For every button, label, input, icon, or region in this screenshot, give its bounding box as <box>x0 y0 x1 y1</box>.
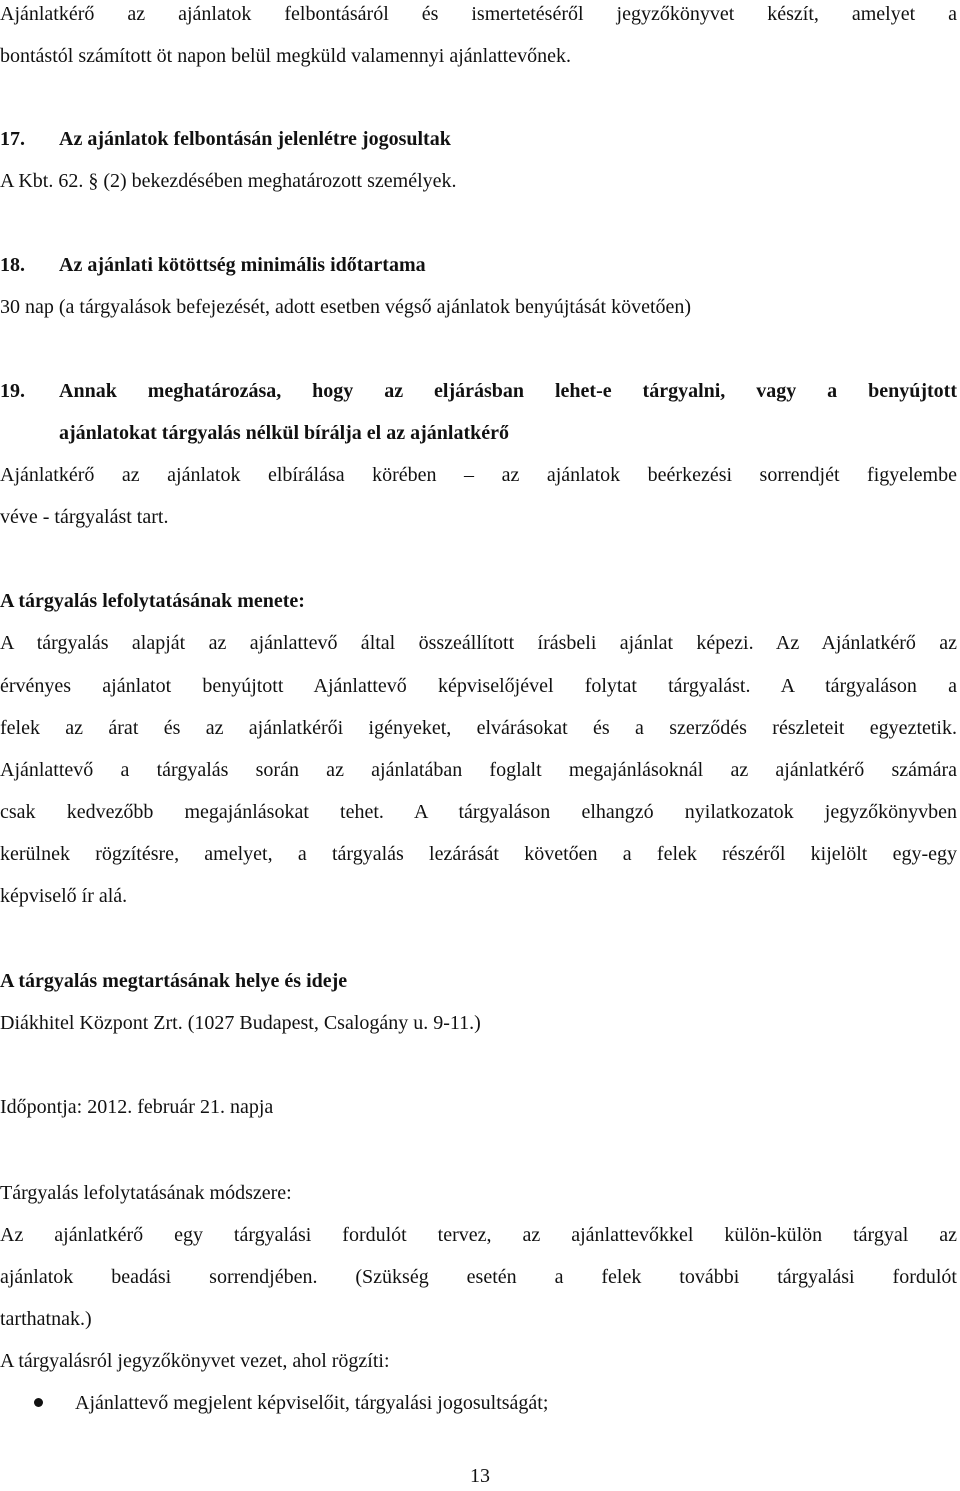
intro-line-2: bontástól számított öt napon belül megküld valamennyi ajánlattevőnek. <box>0 45 571 67</box>
section-17-title: Az ajánlatok felbontásán jelenlétre jogosultak <box>59 128 451 150</box>
modszer-line-2: ajánlatok beadási sorrendjében. (Szükség esetén a felek további tárgyalási fordulót <box>0 1266 957 1288</box>
menete-line: Ajánlattevő a tárgyalás során az ajánlatában foglalt megajánlásoknál az ajánlatkérő számára <box>0 759 957 781</box>
section-19-number: 19. <box>0 380 25 402</box>
modszer-line-1: Az ajánlatkérő egy tárgyalási fordulót tervez, az ajánlattevőkkel külön-külön tárgyal az <box>0 1224 957 1246</box>
menete-line: A tárgyalás alapját az ajánlattevő által összeállított írásbeli ajánlat képezi. Az Ajánlatkérő az <box>0 632 957 654</box>
section-17-heading <box>0 126 957 152</box>
menete-line: képviselő ír alá. <box>0 885 128 907</box>
bullet-text: Ajánlattevő megjelent képviselőit, tárgyalási jogosultságát; <box>75 1392 549 1414</box>
section-19-title-line-1: Annak meghatározása, hogy az eljárásban lehet-e tárgyalni, vagy a benyújtott <box>59 380 957 402</box>
modszer-line-3: tarthatnak.) <box>0 1308 92 1330</box>
section-19-body-line-1: Ajánlatkérő az ajánlatok elbírálása körében – az ajánlatok beérkezési sorrendjét figyelembe <box>0 464 957 486</box>
intro-line-1: Ajánlatkérő az ajánlatok felbontásáról és ismertetéséről jegyzőkönyvet készít, amelyet a <box>0 3 957 25</box>
section-17-number: 17. <box>0 128 25 150</box>
helye-heading: A tárgyalás megtartásának helye és ideje <box>0 970 348 992</box>
section-17-body: A Kbt. 62. § (2) bekezdésében meghatározott személyek. <box>0 170 457 192</box>
menete-heading: A tárgyalás lefolytatásának menete: <box>0 590 305 612</box>
modszer-heading: Tárgyalás lefolytatásának módszere: <box>0 1182 292 1204</box>
helye-date: Időpontja: 2012. február 21. napja <box>0 1096 274 1118</box>
helye-location: Diákhitel Központ Zrt. (1027 Budapest, Csalogány u. 9-11.) <box>0 1012 481 1034</box>
menete-line: érvényes ajánlatot benyújtott Ajánlattevő képviselőjével folytat tárgyalást. A tárgyaláson a <box>0 675 957 697</box>
section-18-title: Az ajánlati kötöttség minimális időtartama <box>59 254 426 276</box>
section-18-body: 30 nap (a tárgyalások befejezését, adott esetben végső ajánlatok benyújtását követően) <box>0 296 692 318</box>
section-18-number: 18. <box>0 254 25 276</box>
page-number: 13 <box>470 1465 490 1487</box>
modszer-protocol: A tárgyalásról jegyzőkönyvet vezet, ahol rögzíti: <box>0 1350 390 1372</box>
menete-line: csak kedvezőbb megajánlásokat tehet. A tárgyaláson elhangzó nyilatkozatok jegyzőkönyvben <box>0 801 957 823</box>
section-19-body-line-2: véve - tárgyalást tart. <box>0 506 169 528</box>
section-18-heading <box>0 252 957 278</box>
section-19-title-line-2: ajánlatokat tárgyalás nélkül bírálja el az ajánlatkérő <box>59 422 509 444</box>
menete-line: kerülnek rögzítésre, amelyet, a tárgyalás lezárását követően a felek részéről kijelölt egy-egy <box>0 843 957 865</box>
bullet-icon <box>34 1398 43 1407</box>
menete-line: felek az árat és az ajánlatkérői igényeket, elvárásokat és a szerződés részleteit egyeztetik. <box>0 717 957 739</box>
